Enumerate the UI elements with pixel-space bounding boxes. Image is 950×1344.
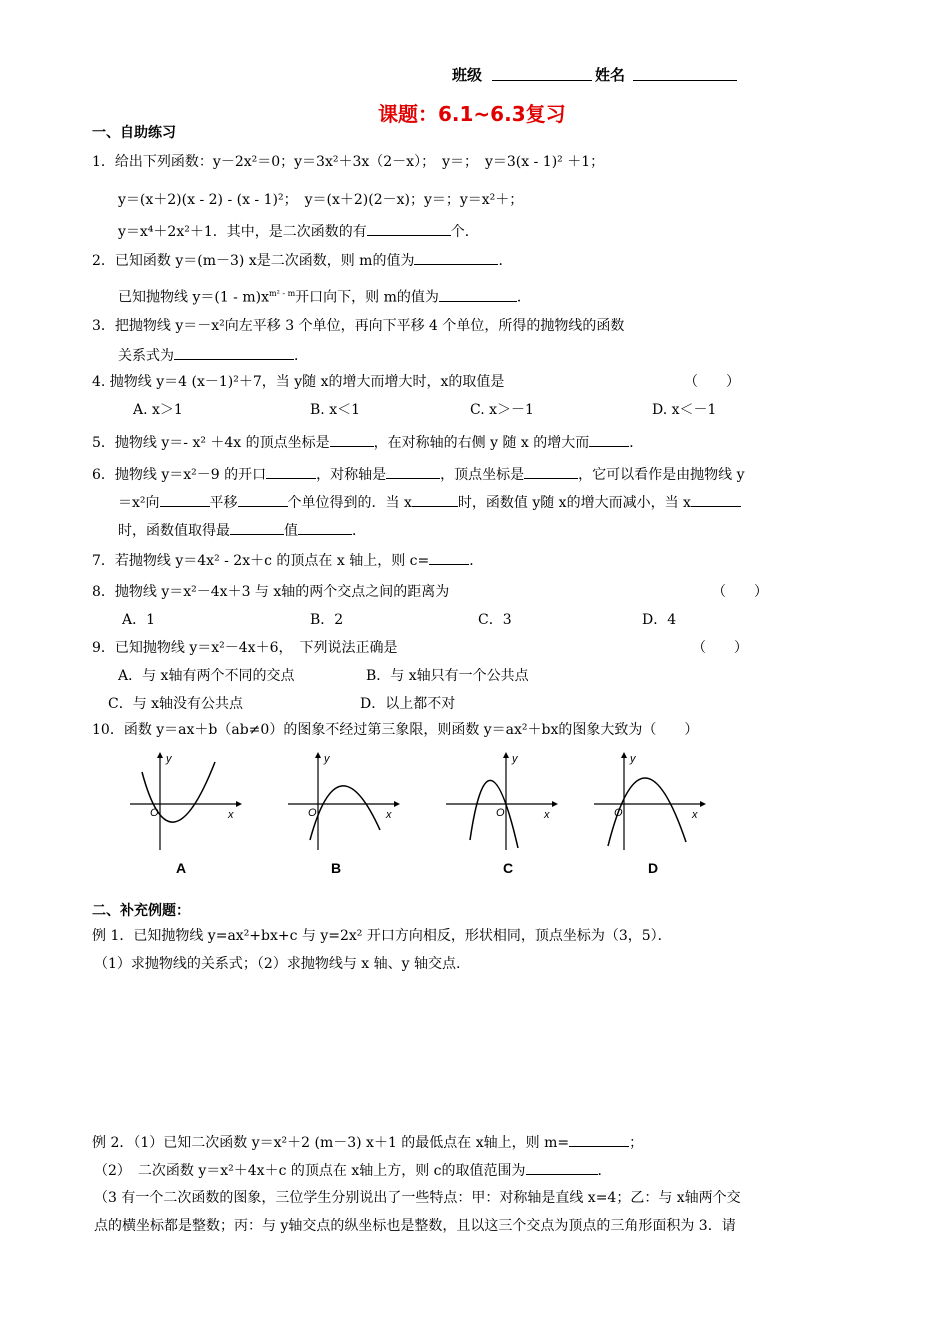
q10-a-origin-label: O <box>150 807 159 819</box>
ex2-line1 <box>92 1132 643 1153</box>
q6-blank-vertex[interactable] <box>524 464 578 479</box>
q8-option-a[interactable]: A．1 <box>122 612 156 628</box>
q1-line3-text: y＝x⁴＋2x²＋1．其中，是二次函数的有 <box>118 224 367 240</box>
q6-line1 <box>92 464 745 485</box>
q5-text-b: ，在对称轴的右侧 y 随 x 的增大而 <box>373 435 590 451</box>
q2-line2-end: ． <box>516 289 531 306</box>
name-label: 姓名 <box>595 66 626 84</box>
class-label: 班级 <box>452 66 483 84</box>
q10-graph-d[interactable] <box>594 752 714 852</box>
q7-text-a: 7．若抛物线 y＝4x² - 2x＋c 的顶点在 x 轴上，则 c= <box>92 553 430 569</box>
q10-graph-b[interactable] <box>288 752 408 852</box>
q2-line1-end: ． <box>498 253 513 269</box>
q2-line1 <box>92 250 512 271</box>
q1-answer-blank[interactable] <box>367 221 451 236</box>
ex2-blank-c[interactable] <box>526 1160 598 1175</box>
ex2-line2 <box>94 1160 612 1181</box>
q2-answer1-blank[interactable] <box>414 250 498 265</box>
q5-line <box>92 432 643 453</box>
q8-option-b[interactable]: B．2 <box>310 612 344 628</box>
page-title: 课题：6.1~6.3复习 <box>378 102 566 126</box>
ex2-line1-text: 例 2．（1）已知二次函数 y＝x²＋2 (m－3) x＋1 的最低点在 x轴上，则 m= <box>92 1135 570 1151</box>
ex2-line2-end: ． <box>597 1163 612 1179</box>
q8-paren[interactable]: （ ） <box>712 584 768 600</box>
ex2-blank-m[interactable] <box>569 1132 629 1147</box>
q8-option-c[interactable]: C．3 <box>478 612 512 628</box>
q5-text-c: ． <box>629 435 644 451</box>
q1-line2: y＝(x＋2)(x - 2) - (x - 1)²； y＝(x＋2)(2－x)；y＝；y＝x²＋； <box>118 192 524 208</box>
q1-line3 <box>118 221 479 242</box>
q2-line2-mid: 开口向下，则 m的值为 <box>295 289 439 306</box>
q6-text-1d: ，它可以看作是由抛物线 y <box>578 467 745 483</box>
q9-option-c[interactable]: C．与 x轴没有公共点 <box>108 696 244 712</box>
q10-a-label: A <box>176 860 187 876</box>
q6-text-2d: 时，函数值 y随 x的增大而减小，当 x <box>457 495 691 511</box>
ex2-line4: 点的横坐标都是整数；丙：与 y轴交点的纵坐标也是整数，且以这三个交点为顶点的三角形面积为 3．请 <box>94 1218 736 1234</box>
section1-heading: 一、自助练习 <box>92 125 176 141</box>
q3-answer-blank[interactable] <box>174 345 294 360</box>
q8-stem: 8．抛物线 y＝x²－4x＋3 与 x轴的两个交点之间的距离为 <box>92 584 450 600</box>
q6-text-3a: 时，函数值取得最 <box>118 523 230 539</box>
q5-blank-trend[interactable] <box>589 432 629 447</box>
q4-option-c[interactable]: C. x＞－1 <box>470 402 534 418</box>
q10-a-x-axis-label: x <box>228 809 234 821</box>
q9-stem: 9．已知抛物线 y＝x²－4x＋6， 下列说法正确是 <box>92 640 398 656</box>
q10-c-origin-label: O <box>496 807 505 819</box>
q10-d-origin-label: O <box>614 807 623 819</box>
q7-text-b: ． <box>469 553 484 569</box>
q6-text-1a: 6．抛物线 y＝x²－9 的开口 <box>92 467 267 483</box>
q6-blank-direction[interactable] <box>160 492 210 507</box>
q9-paren[interactable]: （ ） <box>692 640 748 656</box>
q3-line2-text: 关系式为 <box>118 348 174 364</box>
q2-answer2-blank[interactable] <box>439 287 517 302</box>
q6-blank-open[interactable] <box>266 464 316 479</box>
q6-blank-x1[interactable] <box>412 492 458 507</box>
q1-line3-end: 个． <box>450 224 479 240</box>
q9-option-d[interactable]: D．以上都不对 <box>360 696 456 712</box>
ex2-line2-text: （2） 二次函数 y＝x²＋4x＋c 的顶点在 x轴上方，则 c的取值范围为 <box>94 1163 526 1179</box>
q10-d-x-axis-label: x <box>692 809 698 821</box>
q6-line2 <box>118 492 741 513</box>
q7-line <box>92 550 483 571</box>
q6-text-2c: 个单位得到的．当 x <box>287 495 412 511</box>
q7-blank[interactable] <box>429 550 469 565</box>
q6-blank-axis[interactable] <box>386 464 440 479</box>
q2-line2-text: 已知抛物线 y＝(1 - m)x <box>118 289 269 306</box>
q6-blank-value[interactable] <box>298 520 352 535</box>
q2-line2 <box>118 284 531 308</box>
q4-stem: 4. 抛物线 y＝4 (x－1)²＋7，当 y随 x的增大而增大时，x的取值是 <box>92 374 505 390</box>
q2-line1-text: 2．已知函数 y＝(m－3) x是二次函数，则 m的值为 <box>92 253 415 269</box>
q6-text-1b: ，对称轴是 <box>316 467 387 483</box>
q10-c-label: C <box>503 860 514 876</box>
q1-line1: 1．给出下列函数：y－2x²＝0；y＝3x²＋3x（2－x）； y＝； y＝3(x - 1)² ＋1； <box>92 154 605 170</box>
q2-exponent: m² - m <box>269 289 296 298</box>
q6-blank-units[interactable] <box>238 492 288 507</box>
q10-b-label: B <box>331 860 342 876</box>
q10-stem: 10．函数 y＝ax＋b（ab≠0）的图象不经过第三象限，则函数 y＝ax²＋bx的图象大致为（ ） <box>92 722 699 738</box>
ex2-line3: （3 有一个二次函数的图象，三位学生分别说出了一些特点：甲：对称轴是直线 x=4；乙：与 x轴两个交 <box>94 1190 741 1206</box>
q3-line2-end: ． <box>294 348 308 364</box>
q4-option-a[interactable]: A. x＞1 <box>133 402 183 418</box>
q6-blank-extreme[interactable] <box>230 520 284 535</box>
q6-line3 <box>118 520 366 541</box>
q10-graph-c[interactable] <box>446 752 566 852</box>
q9-option-b[interactable]: B．与 x轴只有一个公共点 <box>366 668 529 684</box>
q10-c-y-axis-label: y <box>512 753 518 765</box>
q8-option-d[interactable]: D．4 <box>642 612 677 628</box>
q5-text-a: 5．抛物线 y＝- x² ＋4x 的顶点坐标是 <box>92 435 330 451</box>
q6-text-3c: ． <box>352 523 366 539</box>
q5-blank-vertex[interactable] <box>330 432 374 447</box>
q10-b-origin-label: O <box>308 807 317 819</box>
q6-text-2a: ＝x²向 <box>118 495 160 511</box>
q10-b-y-axis-label: y <box>324 753 330 765</box>
section2-heading: 二、补充例题： <box>92 903 190 919</box>
q6-text-2b: 平移 <box>209 495 238 511</box>
q4-option-b[interactable]: B. x＜1 <box>310 402 360 418</box>
q6-text-3b: 值 <box>284 523 298 539</box>
q4-option-d[interactable]: D. x＜－1 <box>652 402 717 418</box>
ex1-line2: （1）求抛物线的关系式；（2）求抛物线与 x 轴、y 轴交点. <box>94 956 461 972</box>
q4-paren[interactable]: （ ） <box>684 374 740 390</box>
q9-option-a[interactable]: A．与 x轴有两个不同的交点 <box>118 668 295 684</box>
q3-line2 <box>118 345 308 366</box>
class-blank[interactable] <box>492 64 592 81</box>
q3-line1: 3．把抛物线 y＝－x²向左平移 3 个单位，再向下平移 4 个单位，所得的抛物线的函数 <box>92 318 625 334</box>
q10-graph-a[interactable] <box>130 752 250 852</box>
name-blank[interactable] <box>633 64 737 81</box>
q10-d-label: D <box>648 860 659 876</box>
q6-blank-x2[interactable] <box>691 492 741 507</box>
q6-text-1c: ，顶点坐标是 <box>440 467 525 483</box>
ex1-line1: 例 1．已知抛物线 y=ax²+bx+c 与 y=2x² 开口方向相反，形状相同，顶点坐标为（3，5）． <box>92 928 672 944</box>
q10-b-x-axis-label: x <box>386 809 392 821</box>
q10-d-y-axis-label: y <box>630 753 636 765</box>
ex2-line1-end: ； <box>629 1135 644 1151</box>
q10-c-x-axis-label: x <box>544 809 550 821</box>
q10-a-y-axis-label: y <box>166 753 172 765</box>
